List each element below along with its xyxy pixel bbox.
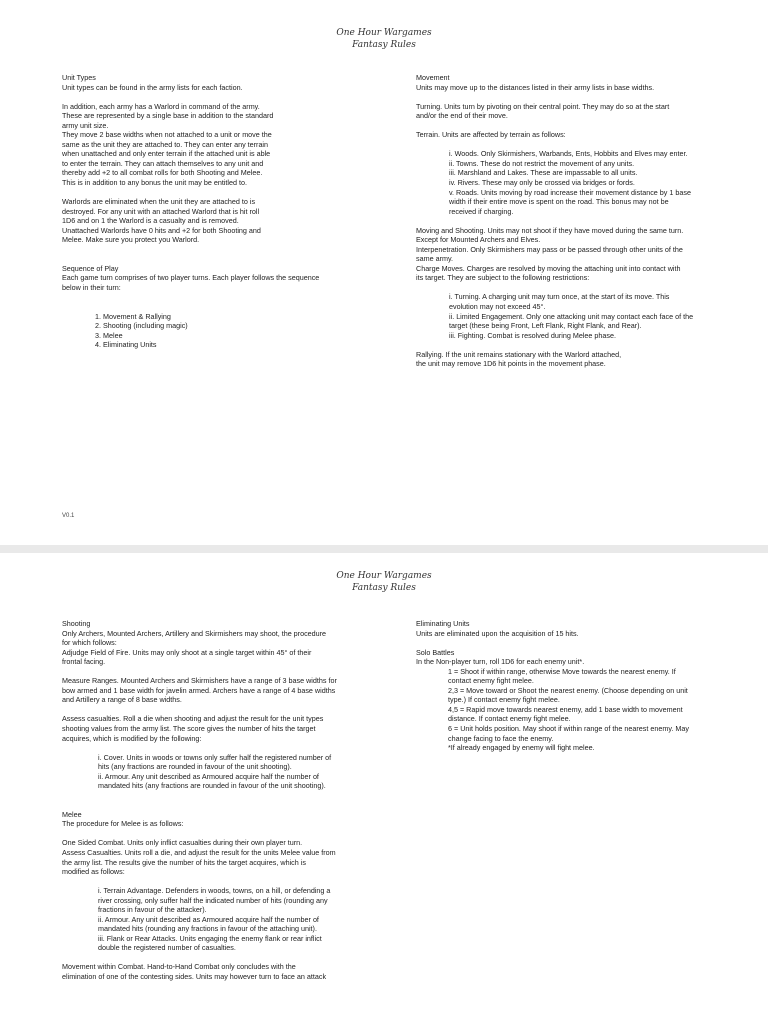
text-line: mandated hits (any fractions are rounded in favour of the unit shooting). — [98, 781, 326, 791]
page2-left-column — [62, 619, 392, 982]
version-label: V0.1 — [62, 513, 75, 519]
header-subtitle: Fantasy Rules — [352, 583, 416, 593]
text-line: below in their turn: — [62, 283, 121, 293]
text-line: its target. They are subject to the following restrictions: — [416, 273, 590, 283]
text-line: Eliminating Units — [416, 619, 470, 628]
text-line: frontal facing. — [62, 657, 106, 667]
text-line: 2. Shooting (including magic) — [95, 321, 188, 331]
text-line: for which follows: — [62, 638, 117, 648]
text-line — [62, 705, 392, 715]
text-line: the unit may remove 1D6 hit points in the movement phase. — [416, 359, 606, 369]
text-line: fractions in favour of the attacker). — [98, 905, 207, 915]
terrain-list — [416, 149, 746, 216]
text-line: Moving and Shooting. Units may not shoot if they have moved during the same turn. — [416, 225, 684, 235]
text-line: ii. Armour. Any unit described as Armoured acquire half the number of — [98, 771, 319, 781]
text-line: distance. If contact enemy fight melee. — [448, 714, 571, 724]
text-line: Assess casualties. Roll a die when shooting and adjust the result for the unit types — [62, 714, 324, 724]
text-line — [416, 638, 746, 648]
text-line: received if charging. — [449, 206, 514, 216]
text-line: Terrain. Units are affected by terrain as follows: — [416, 130, 566, 140]
text-line: target (these being Front, Left Flank, Right Flank, and Rear). — [449, 321, 642, 331]
text-line — [416, 121, 746, 131]
text-line: The procedure for Melee is as follows: — [62, 819, 184, 829]
text-line: Each game turn comprises of two player turns. Each player follows the sequence — [62, 273, 320, 283]
document-page-2 — [0, 553, 768, 1024]
text-line: i. Cover. Units in woods or towns only suffer half the registered number of — [98, 752, 332, 762]
movement-within-combat-section — [62, 962, 392, 981]
text-line: Movement within Combat. Hand-to-Hand Combat only concludes with the — [62, 962, 296, 972]
text-line: Assess Casualties. Units roll a die, and adjust the result for the units Melee value from — [62, 847, 336, 857]
text-line: 4. Eliminating Units — [95, 340, 157, 350]
text-line: iv. Rivers. These may only be crossed via bridges or fords. — [449, 177, 635, 187]
text-line: This is in addition to any bonus the unit may be entitled to. — [62, 178, 247, 188]
text-line: change facing to face the enemy. — [448, 733, 554, 743]
text-line: They move 2 base widths when not attached to a unit or move the — [62, 130, 272, 140]
text-line: These are represented by a single base in addition to the standard — [62, 111, 274, 121]
text-line — [62, 245, 392, 255]
text-line: Melee. Make sure you protect you Warlord. — [62, 235, 200, 245]
text-line: width if their entire move is spent on the road. This bonus may not be — [449, 197, 669, 207]
text-line: Warlords are eliminated when the unit they are attached to is — [62, 197, 256, 207]
text-line: to enter the terrain. They can attach themselves to any unit and — [62, 158, 264, 168]
text-line: 1D6 and on 1 the Warlord is a casualty and is removed. — [62, 216, 239, 226]
text-line: bow armed and 1 base width for javelin armed. Archers have a range of 4 base widths — [62, 685, 336, 695]
text-line: 4,5 = Rapid move towards nearest enemy, add 1 base width to movement — [448, 704, 683, 714]
page-header — [0, 27, 768, 51]
text-line — [62, 92, 392, 102]
text-line: mandated hits (rounding any fractions in favour of the attaching unit). — [98, 924, 317, 934]
header-subtitle: Fantasy Rules — [352, 40, 416, 50]
text-line: iii. Fighting. Combat is resolved during Melee phase. — [449, 330, 616, 340]
text-line: Measure Ranges. Mounted Archers and Skirmishers have a range of 3 base widths for — [62, 676, 337, 686]
text-line: same army. — [416, 254, 454, 264]
header-title: One Hour Wargames — [336, 571, 432, 581]
text-line: thereby add +2 to all combat rolls for both Shooting and Melee. — [62, 168, 263, 178]
text-line: ii. Limited Engagement. Only one attacking unit may contact each face of the — [449, 311, 694, 321]
text-line: Sequence of Play — [62, 263, 119, 273]
text-line: Shooting — [62, 619, 91, 628]
text-line: Rallying. If the unit remains stationary with the Warlord attached, — [416, 349, 622, 359]
text-line — [62, 667, 392, 677]
text-line: double the registered number of casualties. — [98, 943, 236, 953]
melee-modifiers-list — [62, 886, 392, 953]
shooting-modifiers-list — [62, 753, 392, 791]
shooting-section — [62, 619, 392, 743]
text-line: destroyed. For any unit with an attached Warlord that is hit roll — [62, 206, 260, 216]
text-line: ii. Towns. These do not restrict the movement of any units. — [449, 158, 635, 168]
text-line: when unattached and only enter terrain if the attached unit is able — [62, 149, 271, 159]
text-line — [62, 188, 392, 198]
text-line: type.) If contact enemy fight melee. — [448, 695, 560, 705]
text-line: Melee — [62, 809, 82, 819]
page2-right-column — [416, 619, 746, 753]
moving-shooting-section — [416, 226, 746, 283]
text-line: *If already engaged by enemy will fight melee. — [448, 743, 595, 753]
text-line: Except for Mounted Archers and Elves. — [416, 235, 541, 245]
text-line: 3. Melee — [95, 330, 123, 340]
text-line: 1. Movement & Rallying — [95, 311, 171, 321]
solo-battle-table — [416, 667, 746, 753]
text-line: Turning. Units turn by pivoting on their central point. They may do so at the start — [416, 101, 670, 111]
text-line — [416, 92, 746, 102]
text-line: Solo Battles — [416, 647, 455, 657]
text-line: modified as follows: — [62, 867, 125, 877]
melee-section — [62, 810, 392, 877]
text-line: ii. Armour. Any unit described as Armoured acquire half the number of — [98, 914, 319, 924]
text-line: Units may move up to the distances listed in their army lists in base widths. — [416, 82, 655, 92]
eliminating-solo-section — [416, 619, 746, 667]
text-line: 1 = Shoot if within range, otherwise Move towards the nearest enemy. If — [448, 666, 676, 676]
text-line: In the Non-player turn, roll 1D6 for each enemy unit*. — [416, 657, 585, 667]
text-line: Unattached Warlords have 0 hits and +2 for both Shooting and — [62, 225, 261, 235]
text-line: shooting values from the army list. The score gives the number of hits the target — [62, 724, 316, 734]
text-line: 2,3 = Move toward or Shoot the nearest enemy. (Choose depending on unit — [448, 685, 688, 695]
text-line: the army list. The results give the number of hits the target acquires, which is — [62, 857, 306, 867]
text-line: v. Roads. Units moving by road increase their movement distance by 1 base — [449, 187, 691, 197]
text-line: Adjudge Field of Fire. Units may only shoot at a single target within 45° of their — [62, 647, 312, 657]
text-line: iii. Flank or Rear Attacks. Units engaging the enemy flank or rear inflict — [98, 933, 322, 943]
text-line: hits (any fractions are rounded in favour of the unit shooting). — [98, 762, 292, 772]
text-line: Unit Types — [62, 73, 96, 82]
header-title: One Hour Wargames — [336, 28, 432, 38]
text-line: Movement — [416, 73, 450, 82]
text-line: 6 = Unit holds position. May shoot if within range of the nearest enemy. May — [448, 724, 689, 734]
text-line: Units are eliminated upon the acquisition of 15 hits. — [416, 628, 579, 638]
text-line: and Artillery a range of 8 base widths. — [62, 695, 182, 705]
text-line: iii. Marshland and Lakes. These are impassable to all units. — [449, 168, 638, 178]
text-line: In addition, each army has a Warlord in command of the army. — [62, 101, 260, 111]
text-line: Only Archers, Mounted Archers, Artillery and Skirmishers may shoot, the procedure — [62, 628, 327, 638]
text-line: Unit types can be found in the army lists for each faction. — [62, 82, 243, 92]
text-line: river crossing, only suffer half the indicated number of hits (rounding any — [98, 895, 328, 905]
page-header — [0, 570, 768, 594]
page1-left-column — [62, 73, 392, 350]
text-line: same as the unit they are attached to. They can enter any terrain — [62, 139, 269, 149]
text-line: i. Terrain Advantage. Defenders in woods, towns, on a hill, or defending a — [98, 886, 331, 896]
text-line: elimination of one of the contesting sides. Units may however turn to face an attack — [62, 972, 327, 981]
page1-right-column — [416, 73, 746, 369]
unit-types-section — [62, 73, 392, 293]
charge-restrictions-list — [416, 292, 746, 340]
text-line — [62, 829, 392, 839]
text-line: Interpenetration. Only Skirmishers may pass or be passed through other units of the — [416, 244, 683, 254]
text-line: i. Turning. A charging unit may turn once, at the start of its move. This — [449, 292, 670, 302]
text-line: Charge Moves. Charges are resolved by moving the attaching unit into contact with — [416, 263, 681, 273]
text-line: acquires, which is modified by the following: — [62, 733, 202, 743]
text-line: One Sided Combat. Units only inflict casualties during their own player turn. — [62, 838, 303, 848]
page-separator — [0, 545, 768, 553]
sequence-of-play-list — [62, 312, 392, 350]
text-line — [62, 254, 392, 264]
text-line: army unit size. — [62, 120, 109, 130]
text-line: and/or the end of their move. — [416, 111, 508, 121]
movement-section — [416, 73, 746, 140]
text-line: i. Woods. Only Skirmishers, Warbands, Ents, Hobbits and Elves may enter. — [449, 149, 688, 159]
rallying-section — [416, 350, 746, 369]
text-line: contact enemy fight melee. — [448, 676, 534, 686]
text-line: evolution may not exceed 45°. — [449, 301, 546, 311]
